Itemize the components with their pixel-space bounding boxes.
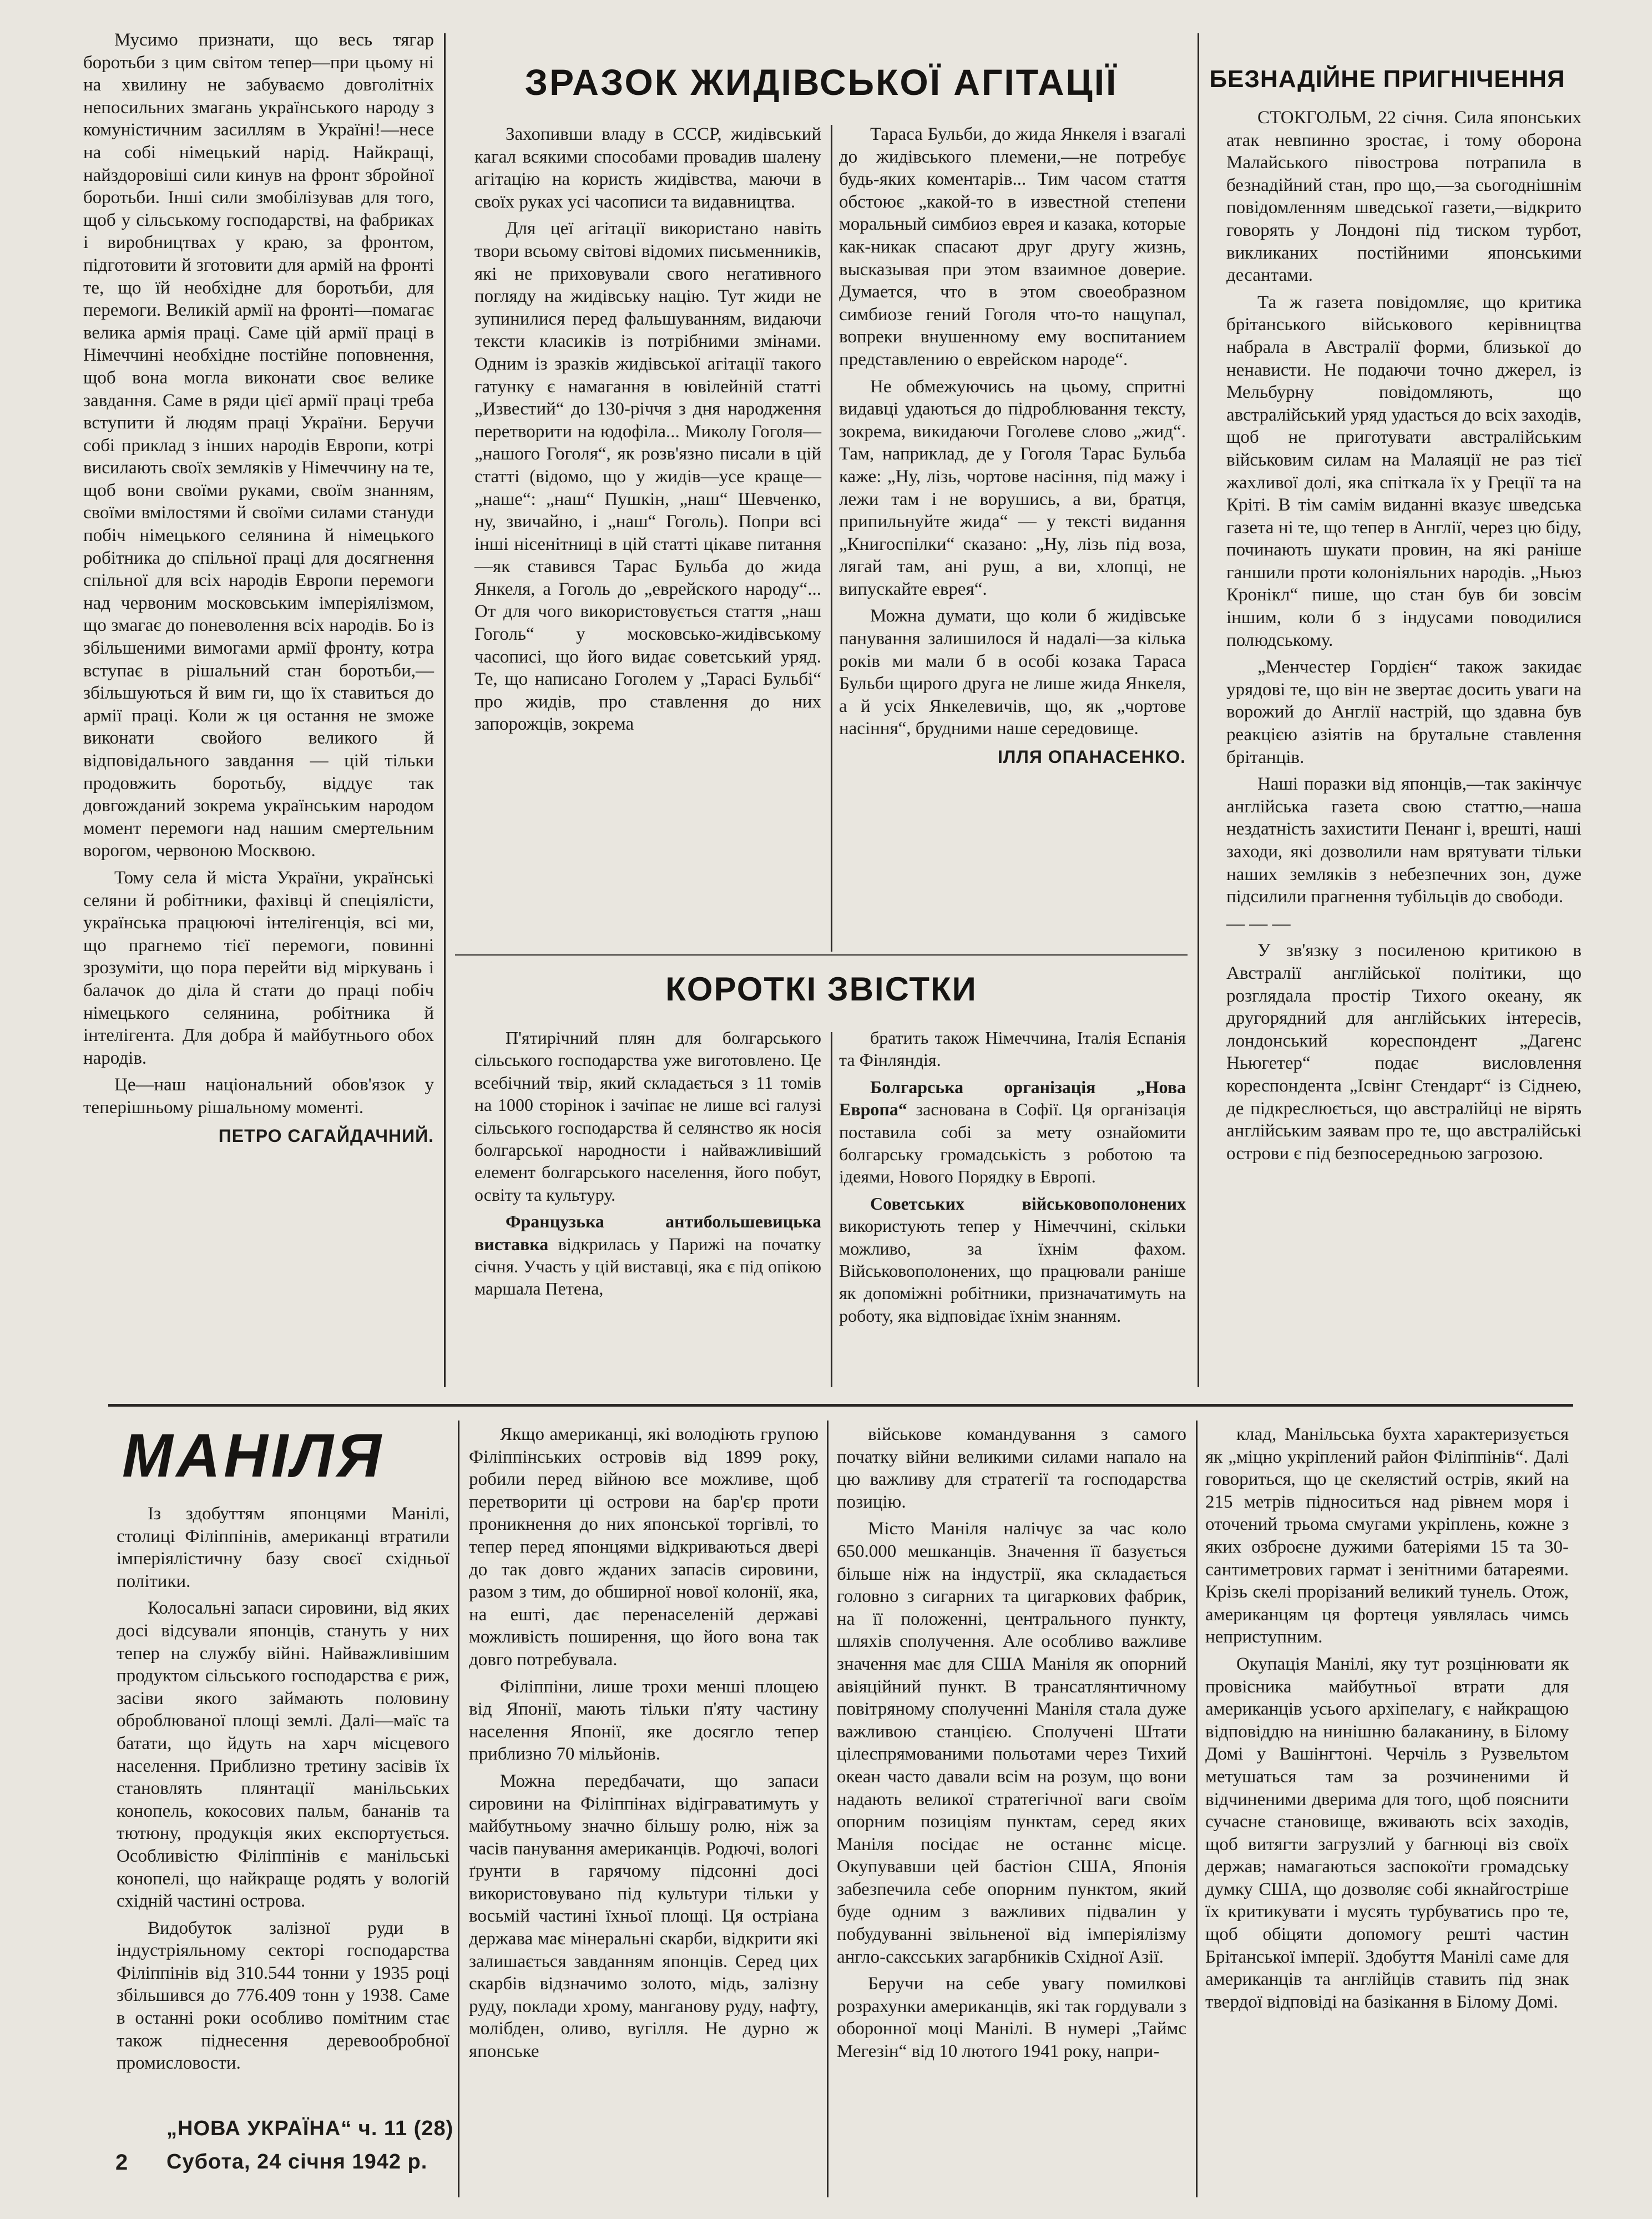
signature-opanasenko: ІЛЛЯ ОПАНАСЕНКО. <box>998 747 1186 767</box>
news-item-text: використують тепер у Німеччині, скільки можливо, за їхнім фахом. Військовополонених, що працювали раніше як допоміжні робітники, призначатимуть на роботу, яка відповідає їхнім знанням. <box>839 1216 1186 1326</box>
article-manila-col4 <box>1205 1423 1569 2211</box>
column-rule <box>1196 1421 1198 2197</box>
paragraph: Колосальні запаси сировини, від яких досі відсували японців, стануть у них тепер на службу війні. Найважливішим продуктом сільського господарства є риж, засіви якого займають половину оброблюваної площі землі. Далі—маїс та батати, що йдуть на харч місцевого населення. Приблизно третину засівів їх становлять плянтації манільських конопель, кокосових пальм, бананів та тютюну, продукція яких експортується. Особливістю Філіппінів є манільські конопелі, що найкраще родять у вологій східній частині острова. <box>117 1598 449 1912</box>
paragraph: Захопивши владу в СССР, жидівський кагал всякими способами провадив шалену агітацію на користь жидівства, маючи в своїх руках усі часописи та видавництва. <box>474 124 821 212</box>
article-manila-col3 <box>837 1423 1186 2211</box>
page-number: 2 <box>115 2150 128 2175</box>
article-body <box>469 1423 819 2063</box>
article-manila-col1 <box>117 1503 449 2074</box>
news-item <box>839 1076 1186 1188</box>
paragraph: Мусимо признати, що весь тягар боротьби з цим світом тепер—при цьому ні на хвилину не забуваємо довголітніх непосильних змагань українського народу з комуністичним засиллям в Україні!—несе на собі німецький нарід. Найкращі, найздоровіші сили кинув на фронт збройної боротьби. Інші сили змобілізував для того, щоб у сільському господарстві, на фабриках і виробництвах у краю, за фронтом, підготовити й зготовити для армій на фронті те, що їй необхідне для боротьби, для перемоги. Великій армії на фронті—помагає велика армія праці. Саме цій армії праці в Німеччині необхідне постійне поповнення, щоб вона могла виконати своє велике завдання. Саме в ряди цієї армії праці треба вступити й людям праці України. Беручи собі приклад з інших народів Европи, котрі висилають своїх земляків у Німеччину на те, щоб вони своїми руками, своїм знанням, своїми вмілостями й своїми силами стануди побіч німецького селянина й німецького робітника до спільної праці для досягнення спільної для всіх народів Европи перемоги над червоним московським імперіялізмом, що змагає до поневолення всіх народів. Бо із збільшеними вимогами армії фронту, котра вступає в рішальний стан боротьби,—збільшуються й вим ги, що їх ставиться до армії праці. Коли ж ця остання не зможе виконати свойого великого й відповідального завдання — цій тільки продовжить боротьбу, віддує так довгожданий зокрема українським народом момент перемоги над нашим смертельним ворогом, червоною Москвою. <box>83 30 434 861</box>
news-item-lead: Французька антибольшевицька виставка <box>474 1211 821 1254</box>
paragraph: Із здобуттям японцями Манілі, столиці Філіппінів, американці втратили імперіялістичну базу своєї східньої політики. <box>117 1504 449 1591</box>
news-item <box>839 1192 1186 1327</box>
headline-agitation: ЗРАЗОК ЖИДІВСЬКОЇ АГІТАЦІЇ <box>524 62 1118 103</box>
news-item <box>839 1027 1186 1071</box>
news-item-text: П'ятирічний плян для болгарського сільського господарства уже виготовлено. Це всебічний твір, який складається з 11 томів на 1000 сторінок і зачіпає не лише всі галузі сільського господарства й селянство як носія болгарської народности і найважливіший елемент болгарського населення, його побут, освіту та культуру. <box>474 1028 821 1205</box>
short-news-col2 <box>839 1027 1186 1393</box>
paragraph: Якщо американці, які володіють групою Філіппінських островів від 1899 року, робили перед війною все можливе, щоб перетворити ці острови на бар'єр проти проникнення до них японської торгівлі, то тепер перед японцями відкриваються двері до так довго жданих запасів сировини, разом з тим, до обширної нової колонії, яка, на ешті, дає перенаселеній державі можливість поширення, що його вона так довго потребувала. <box>469 1424 819 1670</box>
article-body <box>83 29 434 1119</box>
column-rule <box>1198 33 1199 1387</box>
article-body <box>839 1027 1186 1327</box>
paragraph: Це—наш національний обов'язок у теперішньому рішальному моменті. <box>83 1075 434 1118</box>
paragraph: Наші поразки від японців,—так закінчує англійська газета свою статтю,—наша нездатність захистити Пенанг і, врешті, наші заходи, які дозволили нам врятувати тільки наших земляків з небезпечних зон, дуже підсилили прагнення тубільців до свободи. <box>1226 774 1582 907</box>
paragraph: У зв'язку з посиленою критикою в Австралії англійської політики, що розглядала простір Тихого океану, як другорядний для англійських інтересів, лондонський кореспондент „Дагенс Ньюгетер“ подає висловлення кореспондента „Ісвінг Стендарт“ із Сіднею, де підкреслюється, що австралійці не вірять англійським заявам про те, що австралійські острови є під безпосередньою загрозою. <box>1226 941 1582 1164</box>
paragraph: Можна передбачати, що запаси сировини на Філіппінах відіграватимуть у майбутньому значно більшу ролю, ніж за часів панування американців. Родючі, вологі ґрунти в гарячому підсонні досі використовувано під культури тільки у восьмій частині їхньої площі. Ця остріана держава має мінеральні скарби, відкрити які залишається завданням японців. Серед цих скарбів відзначимо золото, мідь, залізну руду, поклади хрому, манганову руду, нафту, молібден, оливо, вугілля. Не дурно ж японське <box>469 1771 819 2062</box>
paragraph: Видобуток залізної руди в індустріяльному секторі господарства Філіппінів від 310.544 тонни у 1935 році збільшився до 776.409 тонн у 1938. Саме в останні роки особливо помітним стає також піднесення деревообробної промисловости. <box>117 1918 449 2074</box>
paragraph: „Менчестер Гордієн“ також закидає урядові те, що він не звертає досить уваги на ворожий до Англії настрій, що здавна був реакцією азіятів на брутальне ставлення брітанців. <box>1226 657 1582 767</box>
footer-paper-title: „НОВА УКРАЇНА“ ч. 11 (28) <box>166 2117 454 2140</box>
page-divider <box>108 1404 1573 1407</box>
paragraph: клад, Манільська бухта характеризується як „міцно укріплений район Філіппінів“. Далі говориться, що це скелястий острів, який на 215 метрів підноситься над рівнем моря і оточений трьома смугами укріплень, кожне з яких озброєне дужими батеріями 15 та 30-сантиметрових гармат і зенітними батареями. Крізь скелі прорізаний великий тунель. Отож, американцям ця фортеця уявлялась чимсь неприступним. <box>1205 1424 1569 1647</box>
paragraph: військове командування з самого початку війни великими силами напало на цю важливу для стратегії та господарства позицію. <box>837 1424 1186 1512</box>
news-item-lead: Советських військовополонених <box>870 1193 1186 1214</box>
column-rule <box>831 1032 832 1387</box>
paragraph: Тому села й міста України, українські селяни й робітники, фахівці й спеціялісти, українська працюючі інтелігенція, всі ми, що прагнемо тієї перемоги, повинні зрозуміти, що пора перейти від міркувань і балачок до діла й стати до праці побіч німецького селянина, робітника й інтелігента. Для добра й майбутнього обох народів. <box>83 867 434 1068</box>
article-body <box>839 123 1186 740</box>
news-item <box>474 1027 821 1206</box>
column-rule <box>444 33 446 1387</box>
paragraph: Та ж газета повідомляє, що критика брітанського військового керівництва набрала в Австралії форми, близької до ненависти. Не подаючи точно джерел, із Мельбурну повідомляють, що австралійський уряд удасться до всіх заходів, щоб не приготувати австралійським військовим силам на Малаяції не раз тієї жахливої долі, яка спіткала їх у Греції та на Кріті. В тім самім виданні вказує шведська газета ні те, що тепер в Англії, через цю біду, починають шукати провин, на які раніше ганшили проти колоніяльних народів. „Ньюз Кронікл“ пише, що стан був би зовсім іншим, коли б з індусами поводилися полюдському. <box>1226 292 1582 650</box>
paragraph: Для цеї агітації використано навіть твори всьому світові відомих письменників, які не приховували свого негативного погляду на жидівську націю. Тут жиди не зупинилися перед фальшуванням, видаючи тексти класиків із потрібними змінами. Одним із зразків жидівської агітації такого гатунку є намагання в ювілейній статті „Известий“ до 130-річчя з дня народження перетворити на юдофіла... Миколу Гоголя—„нашого Гоголя“, як розв'язно писали в цій статті (відомо, що у жидів—усе краще—„наше“: „наш“ Пушкін, „наш“ Шевченко, ну, звичайно, і „наш“ Гоголь). Попри всі інші нісенітниці в цій статті цікаве питання—як ставився Тарас Бульба до жида Янкеля, а Гоголь до „еврейского народу“... От для чого використовується стаття „наш Гоголь“ у московсько-жидівському часописі, що його видає советський уряд. Те, що написано Гоголем у „Тарасі Бульбі“ про жидів, про ставлення до них запорожців, зокрема <box>474 219 821 735</box>
news-item-text: братить також Німеччина, Італія Еспанія та Фінляндія. <box>839 1028 1186 1070</box>
column-rule <box>827 1421 828 2197</box>
paragraph: — — — <box>1226 913 1291 934</box>
section-rule <box>455 954 1188 956</box>
news-item-text: заснована в Софії. Ця організація поставила собі за мету ознайомити болгарську громадськість з роботою та ідеями, Нового Порядку в Европі. <box>839 1099 1186 1187</box>
article-agitation-col1 <box>474 123 821 917</box>
paragraph: Можна думати, що коли б жидівське панування залишилося й надалі—за кілька років ми мали б в особі козака Тараса Бульби щирого друга не лише жида Янкеля, а й усіх Янкелевичів, що, як „чортове насіння“, брудними наше середовище. <box>839 606 1186 739</box>
headline-manila: МАНІЛЯ <box>122 1422 385 1490</box>
paragraph: Місто Маніля налічує за час коло 650.000 мешканців. Значення її базується більше ніж на індустрії, яка складається головно з сигарних та цигаркових фабрик, на її положенні, центрального пункту, шляхів сполучення. Але особливо важливе значення має для США Маніля як опорний авіяційний пункт. В трансатлянтичному повітряному сполученні Маніля стала дуже важливою станцією. Сполучені Штати цілеспрямованими польотами через Тихий океан часто давали всім на розум, що вони надають великої стратегічної ваги своїм опорним позиціям пунктам, серед яких Маніля посідає не останнє місце. Окупувавши цей бастіон США, Японія забезпечила себе опорним пунктом, який буде одним з важливих підвалин у побудуванні звільненої від імперіялізму англо-саксських загарбників Східної Азії. <box>837 1519 1186 1967</box>
article-body <box>474 123 821 736</box>
column-rule <box>458 1421 459 2197</box>
article-body <box>1205 1423 1569 2013</box>
article-top-left <box>83 29 434 1394</box>
headline-short-news: КОРОТКІ ЗВІСТКИ <box>665 971 977 1008</box>
article-hopeless <box>1226 107 1582 1394</box>
headline-hopeless: БЕЗНАДІЙНЕ ПРИГНІЧЕННЯ <box>1209 65 1565 93</box>
paragraph: Окупація Манілі, яку тут розцінювати як провісника майбутньої втрати для американців усього архіпелагу, є найкращою відповіддю на нинішню балаканину, в Білому Домі у Вашінгтоні. Черчіль з Рузвельтом метушаться там за розчиненими й відчиненими дверима для того, щоб пояснити сучасне становище, вживають всіх заходів, щоб витягти загрузлий у багнюці віз своїх держав; намагаються заспокоїти громадську думку США, що дозволяє собі якнайгостріше їх критикувати і мусять турбуватись про те, щоб обіцяти допомогу решті частин Брітанської імперії. Здобуття Манілі саме для американців та англійців ставить під знак твердої відповіді на базікання в Білому Домі. <box>1205 1654 1569 2012</box>
article-body <box>1226 107 1582 1165</box>
short-news-col1 <box>474 1027 821 1393</box>
paragraph: Філіппіни, лише трохи менші площею від Японії, мають тільки п'яту частину населення Японії, яке досягло тепер приблизно 70 мільйонів. <box>469 1676 819 1765</box>
article-body <box>474 1027 821 1300</box>
article-body <box>117 1503 449 2075</box>
column-rule <box>831 125 832 952</box>
footer-date: Субота, 24 січня 1942 р. <box>166 2150 428 2173</box>
news-item <box>474 1210 821 1300</box>
news-item-text: відкрилась у Парижі на початку січня. Участь у цій виставці, яка є під опікою маршала Петена, <box>474 1234 821 1299</box>
paragraph: Беручи на себе увагу помилкові розрахунки американців, які так гордували з оборонної моці Манілі. В нумері „Таймс Мегезін“ від 10 лютого 1941 року, напри- <box>837 1974 1186 2062</box>
paragraph: СТОКГОЛЬМ, 22 січня. Сила японських атак невпинно зростає, і тому оборона Малайського півострова потрапила в безнадійний стан, про що,—за сьогоднішнім повідомленням шведської газети,—відкрито говорять у Лондоні під тиском турбот, викликаних постійними японськими десантами. <box>1226 108 1582 286</box>
news-item-lead: Болгарська організація „Нова Европа“ <box>839 1076 1186 1120</box>
article-body <box>837 1423 1186 2063</box>
paragraph: Тараса Бульби, до жида Янкеля і взагалі до жидівського племени,—не потребує будь-яких коментарів... Тим часом стаття обстоює „какой-то в известной степени моральный симбиоз еврея и казака, которые как-никак спасают друг другу жизнь, высказывая при этом взаимное доверие. Думается, что в этом своеобразном симбиозе гений Гоголя что-то нащупал, вопреки внушенному ему воспитанием представлению о еврейском народе“. <box>839 124 1186 370</box>
signature-sagaidachnyi: ПЕТРО САГАЙДАЧНИЙ. <box>218 1125 434 1146</box>
article-agitation-col2 <box>839 123 1186 956</box>
article-manila-col2 <box>469 1423 819 2211</box>
paragraph: Не обмежуючись на цьому, спритні видавці удаються до підроблювання тексту, зокрема, викидаючи Гоголеве слово „жид“. Там, наприклад, де у Гоголя Тарас Бульба каже: „Ну, лізь, чортове насіння, під мажу і лежи там і не ворушись, а ви, братця, припильнуйте жида“ — у тексті видання „Книгоспілки“ сказано: „Ну, лізь під воза, лягай там, ані руш, а ви, хлопці, не випускайте еврея“. <box>839 376 1186 599</box>
